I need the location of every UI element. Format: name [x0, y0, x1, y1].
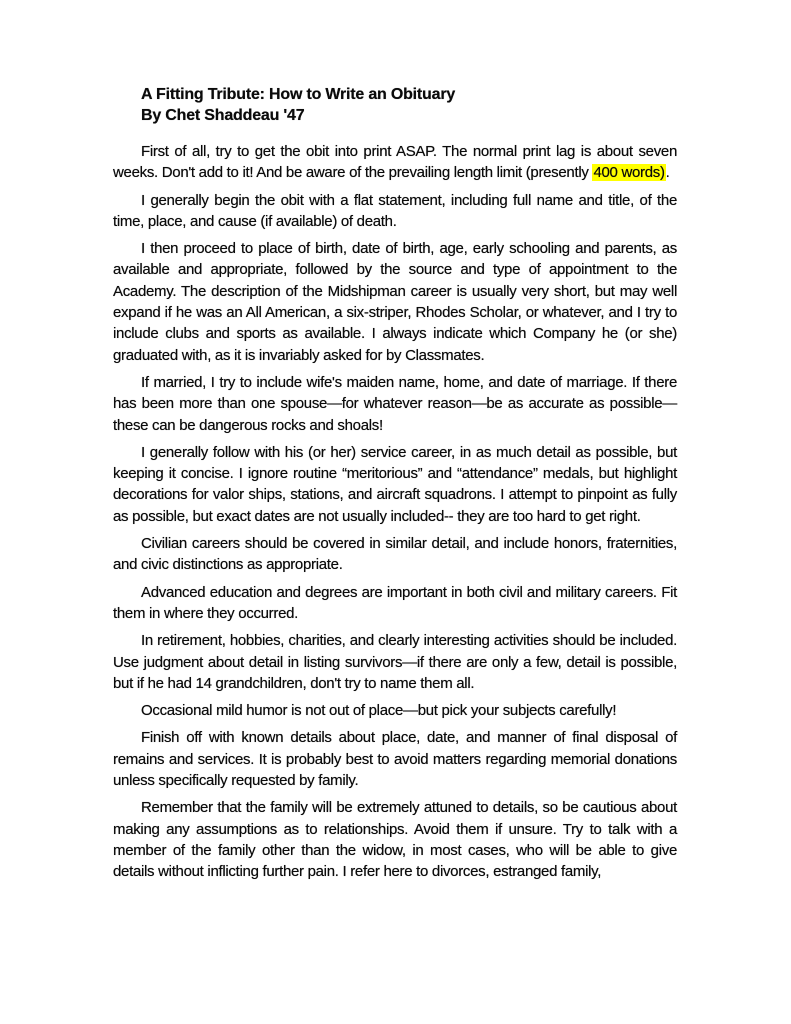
- paragraph-intro: [113, 141, 677, 184]
- intro-text-before-highlight: First of all, try to get the obit into print ASAP. The normal print lag is about seven weeks. Don't add to it! And be aware of the prevailing length limit (presently: [113, 143, 677, 182]
- paragraph-retirement: In retirement, hobbies, charities, and clearly interesting activities should be included. Use judgment about detail in listing survivors—if there are only a few, detail is possible, but if he had 14 grandchildren, don't try to name them all.: [113, 632, 677, 692]
- paragraph-marriage: If married, I try to include wife's maiden name, home, and date of marriage. If there has been more than one spouse—for whatever reason—be as accurate as possible—these can be dangerous rocks and shoals!: [113, 373, 677, 434]
- document-title: A Fitting Tribute: How to Write an Obituary: [141, 86, 456, 103]
- paragraph-civilian-careers: Civilian careers should be covered in similar detail, and include honors, fraternities, and civic distinctions as appropriate.: [113, 535, 677, 574]
- intro-text-after-highlight: .: [665, 164, 670, 182]
- document-byline: By Chet Shaddeau '47: [141, 107, 305, 124]
- paragraph-final-disposal: Finish off with known details about place, date, and manner of final disposal of remains and services. It is probably best to avoid matters regarding memorial donations unless specifically requested by family.: [113, 729, 677, 790]
- document-text-column: [113, 84, 677, 883]
- highlighted-text: 400 words): [593, 164, 665, 182]
- paragraph-birth-and-academy: I then proceed to place of birth, date of birth, age, early schooling and parents, as available and appropriate, followed by the source and type of appointment to the Academy. The description of the Midshipman career is usually very short, but may well expand if he was an All American, a six-striper, Rhodes Scholar, or whatever, and I try to include clubs and sports as available. I always indicate which Company he (or she) graduated with, as it is invariably asked for by Classmates.: [113, 240, 677, 364]
- paragraph-family-details: Remember that the family will be extremely attuned to details, so be cautious about making any assumptions as to relationships. Avoid them if unsure. Try to talk with a member of the family other than the widow, in most cases, who will be able to give details without inflicting further pain. I refer here to divorces, estranged family,: [113, 799, 677, 881]
- title-block: [141, 84, 677, 126]
- paragraph-humor: Occasional mild humor is not out of place—but pick your subjects carefully!: [141, 702, 617, 720]
- paragraph-service-career: I generally follow with his (or her) service career, in as much detail as possible, but keeping it concise. I ignore routine “meritorious” and “attendance” medals, but highlight decorations for valor ships, stations, and aircraft squadrons. I attempt to pinpoint as fully as possible, but exact dates are not usually included-- they are too hard to get right.: [113, 443, 677, 525]
- paragraph-begin-flat-statement: I generally begin the obit with a flat statement, including full name and title, of the time, place, and cause (if available) of death.: [113, 191, 677, 230]
- paragraph-advanced-education: Advanced education and degrees are important in both civil and military careers. Fit them in where they occurred.: [113, 583, 677, 622]
